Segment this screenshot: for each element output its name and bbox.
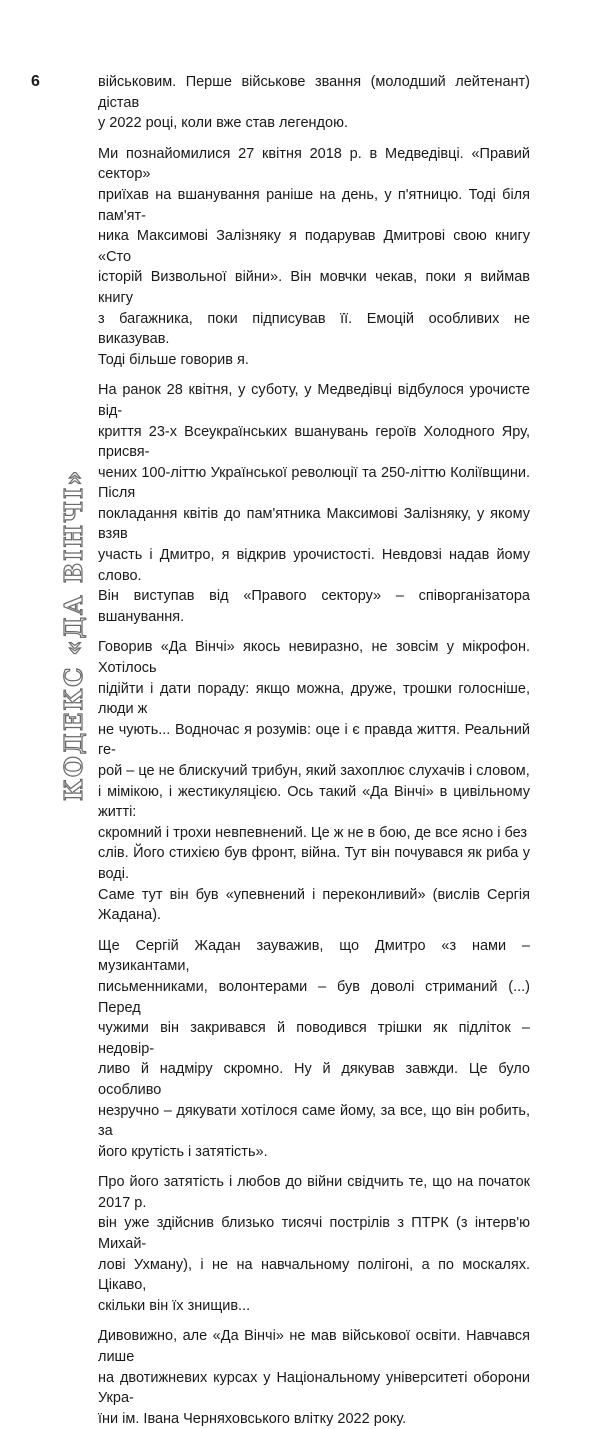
page-number: 6 <box>31 73 40 90</box>
body-text <box>98 72 530 1429</box>
paragraph: На ранок 28 квітня, у суботу, у Медведівці відбулося урочисте від- криття 23-х Всеукраїнських вшанувань героїв Холодного Яру, присвя- чених 100-літтю Української революції та 250-літтю Коліївщини. Після покладання квітів до пам'ятника Максимові Залізняку, у якому взяв участь і Дмитро, я відкрив урочистості. Невдовзі надав йому слово. Він виступав від «Правого сектору» – співорганізатора вшанування. <box>98 382 530 625</box>
paragraph: Говорив «Да Вінчі» якось невиразно, не зовсім у мікрофон. Хотілось підійти і дати пораду: якщо можна, друже, трошки голосніше, люди ж не чують... Водночас я розумів: оце і є правда життя. Реальний ге- рой – це не блискучий трибун, який захоплює слухачів і словом, і мімікою, і жестикуляцією. Ось такий «Да Вінчі» в цивільному житті: скромний і трохи невпевнений. Це ж не в бою, де все ясно і без слів. Його стихією був фронт, війна. Тут він почувався як риба у воді. Саме тут він був «упевнений і переконливий» (вислів Сергія Жадана). <box>98 639 530 924</box>
paragraph: Дивовижно, але «Да Вінчі» не мав військової освіти. Навчався лише на двотижневих курсах у Національному університеті оборони Укра- їни ім. Івана Черняховського влітку 2022 року. <box>98 1328 530 1427</box>
paragraph: Про його затятість і любов до війни свідчить те, що на початок 2017 р. він уже здійснив близько тисячі пострілів з ПТРК (з інтерв'ю Михай- лові Ухману), і не на навчальному полігоні, а по москалях. Цікаво, скільки він їх знищив... <box>98 1174 530 1314</box>
paragraph: військовим. Перше військове звання (молодший лейтенант) дістав у 2022 році, коли вже став легендою. <box>98 74 530 132</box>
paragraph: Ще Сергій Жадан зауважив, що Дмитро «з нами – музикантами, письменниками, волонтерами – був доволі стриманий (...) Перед чужими він закривався й поводився трішки як підліток – недовір- ливо й надміру скромно. Ну й дякував завжди. Це було особливо незручно – дякувати хотілося саме йому, за все, що він робить, за його крутість і затятість». <box>98 937 530 1160</box>
running-title: КОДЕКС «ДА ВІНЧІ» <box>59 468 88 801</box>
paragraph: Ми познайомилися 27 квітня 2018 р. в Медведівці. «Правий сектор» приїхав на вшанування раніше на день, у п'ятницю. Тоді біля пам'ят- ника Максимові Залізняку я подарував Дмитрові свою книгу «Сто історій Визвольної війни». Він мовчки чекав, поки я виймав книгу з багажника, поки підписував її. Емоцій особливих не виказував. Тоді більше говорив я. <box>98 145 530 368</box>
